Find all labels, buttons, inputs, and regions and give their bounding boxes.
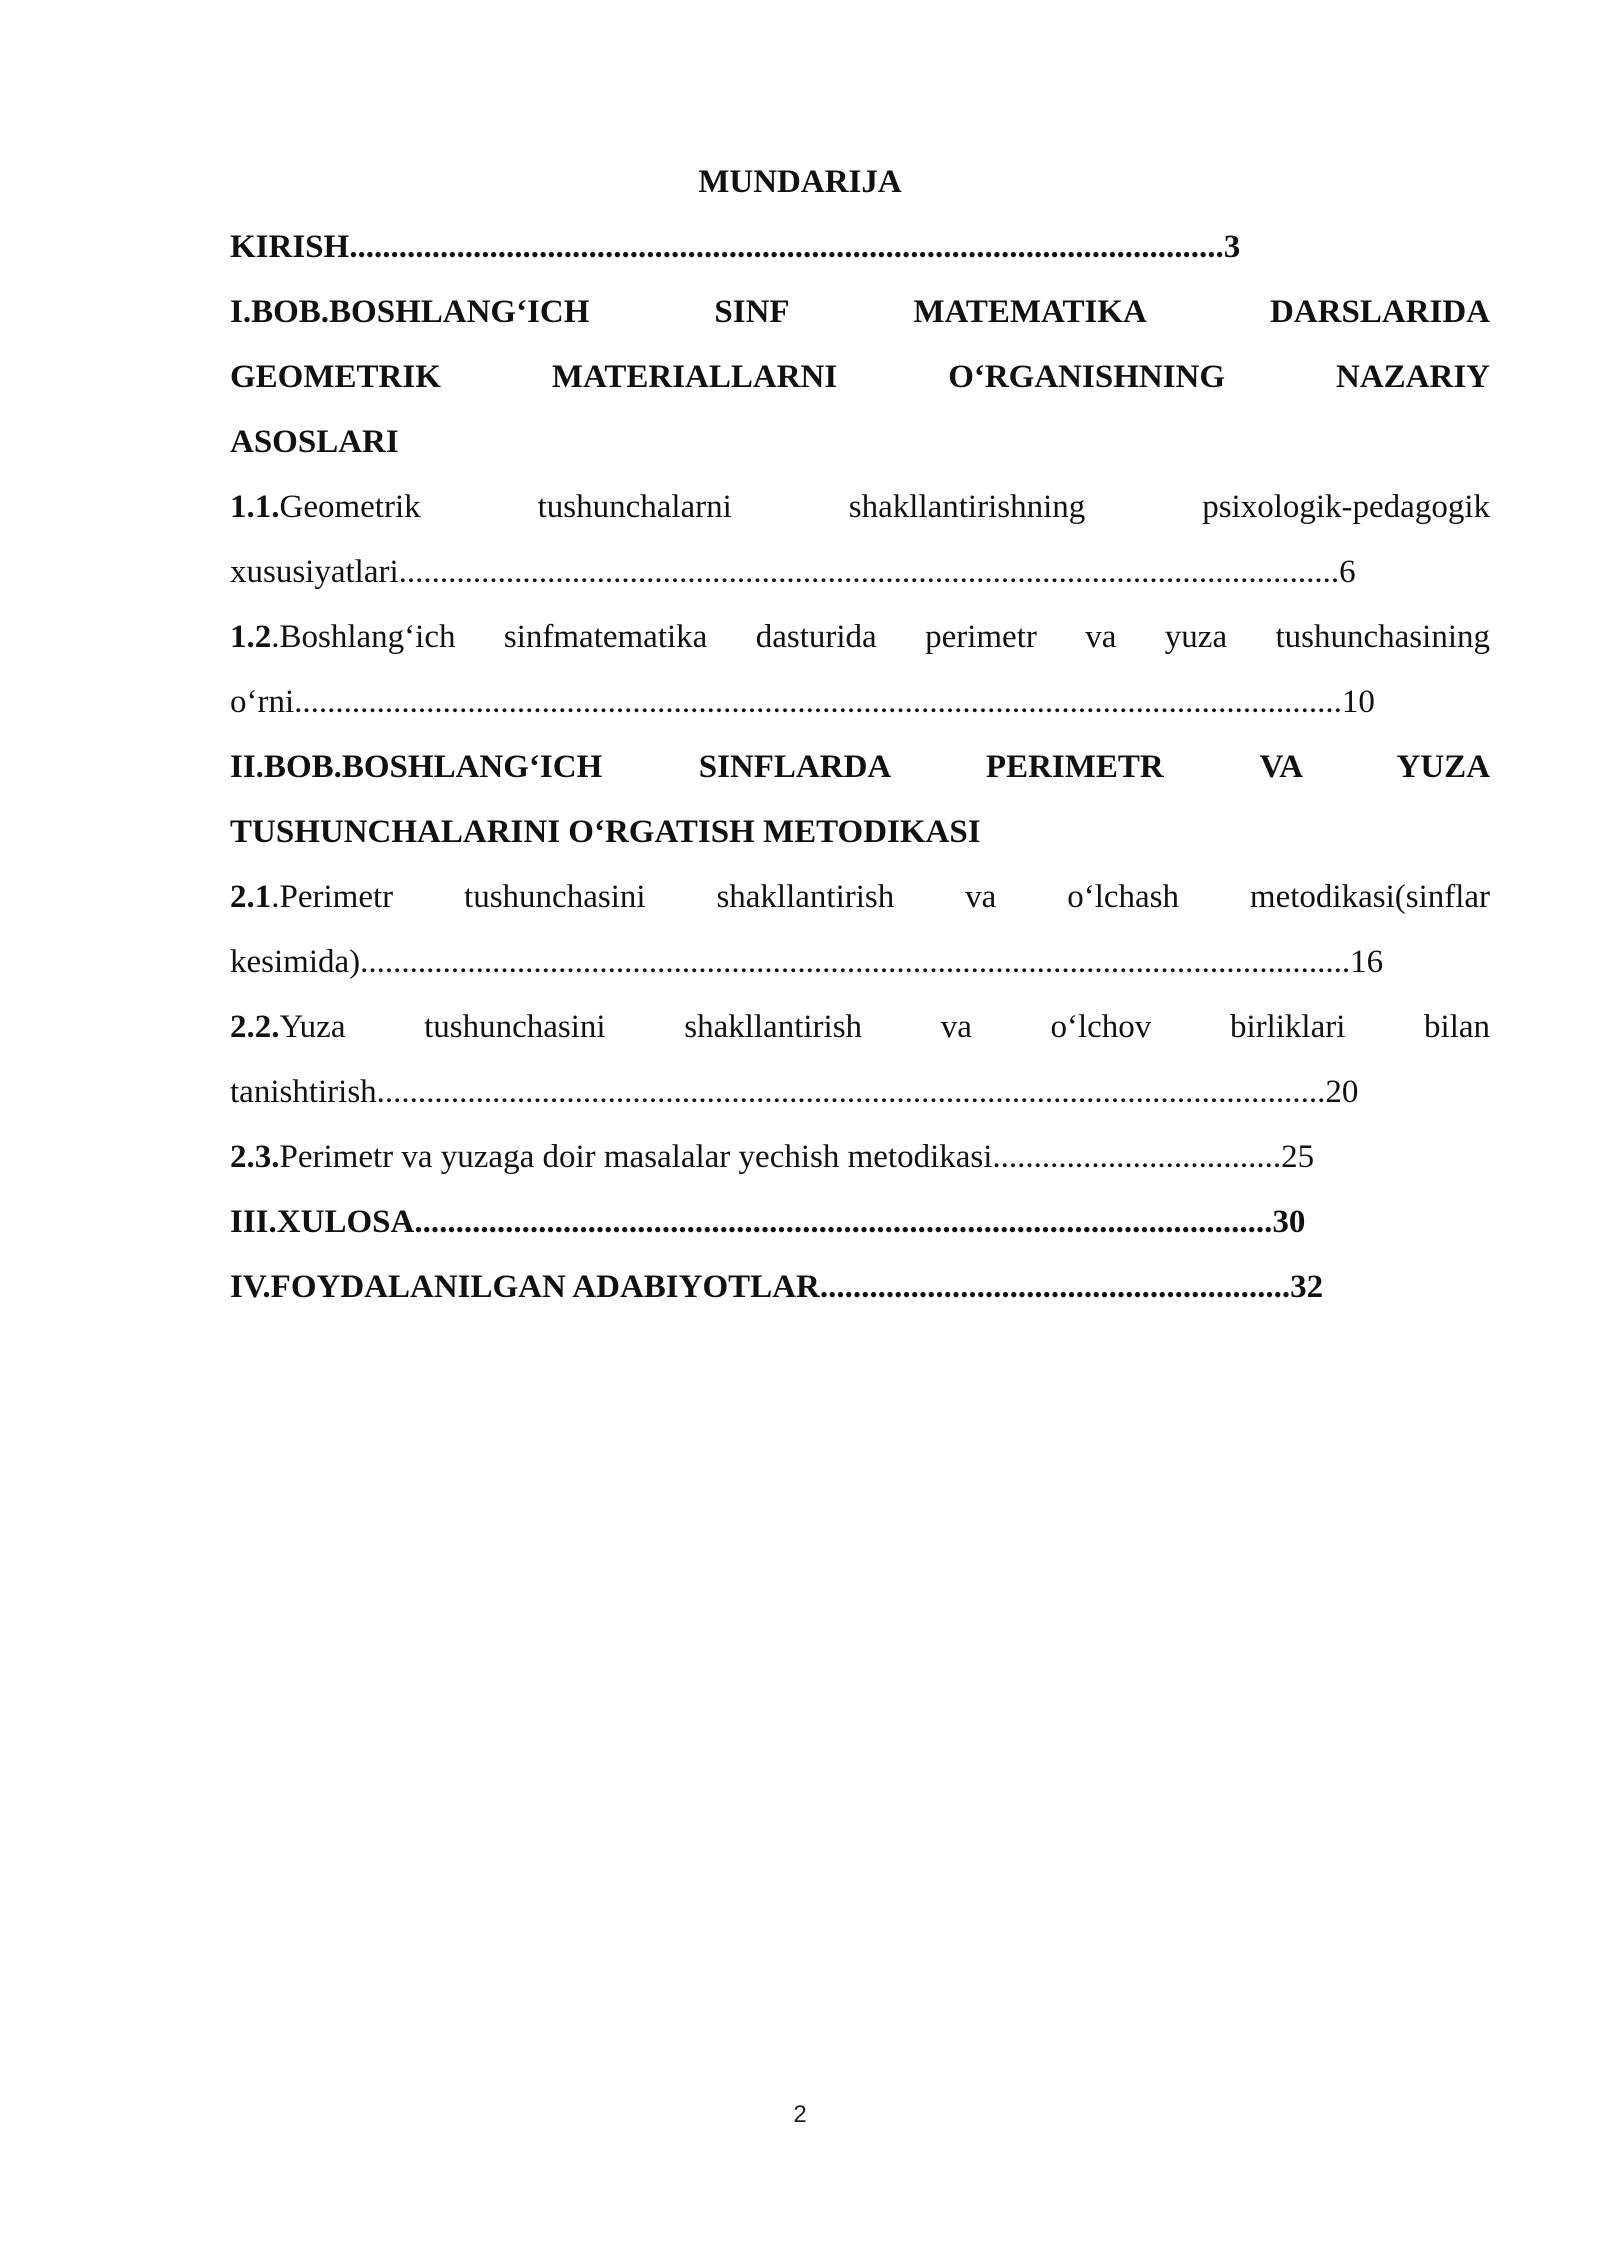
toc-entry-label: .Boshlang‘ich sinfmatematika dasturida perimetr va yuza tushunchasining <box>271 619 1490 655</box>
toc-word: GEOMETRIK <box>230 359 441 395</box>
section-number: 1.1. <box>230 489 280 525</box>
dot-leader: ............................................................................................................................... <box>294 684 1342 720</box>
toc-word: DARSLARIDA <box>1269 294 1490 330</box>
toc-page-number: 3 <box>1223 229 1241 265</box>
toc-word: o‘lchash <box>1067 879 1180 915</box>
toc-word: II.BOB.BOSHLANG‘ICH <box>230 749 603 785</box>
toc-word: va <box>940 1009 972 1045</box>
dot-leader: .................................................................................................................. <box>398 554 1340 590</box>
toc-word: PERIMETR <box>985 749 1164 785</box>
toc-page-number: 20 <box>1325 1074 1359 1110</box>
toc-word: YUZA <box>1396 749 1490 785</box>
section-number: 2.3. <box>230 1139 280 1175</box>
toc-page-number: 10 <box>1341 684 1375 720</box>
toc-word: MATEMATIKA <box>913 294 1145 330</box>
toc-entry-label: IV.FOYDALANILGAN ADABIYOTLAR <box>230 1269 820 1305</box>
toc-entry-label: Perimetr va yuzaga doir masalalar yechish metodikasi <box>279 1139 993 1175</box>
toc-word: psixologik-pedagogik <box>1202 489 1490 525</box>
toc-entry-label: tanishtirish <box>230 1074 377 1110</box>
toc-word: shakllantirishning <box>848 489 1086 525</box>
toc-word: MATERIALLARNI <box>551 359 838 395</box>
toc-chapter-1-line-1 <box>230 280 1490 345</box>
page-number: 2 <box>793 2101 807 2128</box>
toc-section-2-3 <box>230 1125 1490 1190</box>
section-number: 2.1 <box>230 879 272 915</box>
toc-entry-kirish <box>230 215 1490 280</box>
toc-word: tushunchasini <box>424 1009 606 1045</box>
toc-section-2-2-line-1 <box>230 995 1490 1060</box>
toc-word: SINF <box>714 294 789 330</box>
toc-word: VA <box>1259 749 1302 785</box>
toc-entry-label: III.XULOSA <box>230 1204 415 1240</box>
dot-leader: .......................................................................................................... <box>349 229 1224 265</box>
toc-entry-label: KIRISH <box>230 229 350 265</box>
toc-word: shakllantirish <box>684 1009 863 1045</box>
toc-chapter-1-line-3: ASOSLARI <box>230 424 399 460</box>
toc-page-number: 25 <box>1281 1139 1315 1175</box>
toc-section-2-2-line-2 <box>230 1060 1490 1125</box>
toc-word: Yuza <box>279 1009 346 1045</box>
toc-section-1-1-line-2 <box>230 540 1490 605</box>
toc-word: NAZARIY <box>1336 359 1490 395</box>
toc-word: birliklari <box>1229 1009 1346 1045</box>
toc-entry-label: kesimida) <box>230 944 361 980</box>
toc-word: o‘lchov <box>1050 1009 1152 1045</box>
toc-word: bilan <box>1424 1009 1490 1045</box>
toc-page-number: 32 <box>1290 1269 1324 1305</box>
toc-word: va <box>965 879 997 915</box>
toc-entry-adabiyotlar <box>230 1255 1490 1320</box>
toc-section-1-1-line-1 <box>230 475 1490 540</box>
toc-entry-label: o‘rni <box>230 684 295 720</box>
toc-word: .Perimetr <box>271 879 394 915</box>
toc-section-2-1-line-2 <box>230 930 1490 995</box>
toc-entry-xulosa <box>230 1190 1490 1255</box>
toc-section-1-2-line-2 <box>230 670 1490 735</box>
toc-chapter-2-line-2: TUSHUNCHALARINI O‘RGATISH METODIKASI <box>230 814 981 850</box>
toc-page-number: 16 <box>1350 944 1384 980</box>
toc-chapter-1-line-2 <box>230 345 1490 410</box>
section-number: 2.2. <box>230 1009 280 1045</box>
toc-page-number: 6 <box>1339 554 1356 590</box>
dot-leader: ........................................................................................................ <box>414 1204 1273 1240</box>
toc-word: metodikasi(sinflar <box>1249 879 1490 915</box>
dot-leader: ................................................................................................................... <box>376 1074 1326 1110</box>
toc-word: O‘RGANISHNING <box>948 359 1226 395</box>
section-number: 1.2 <box>230 619 272 655</box>
toc-word: I.BOB.BOSHLANG‘ICH <box>230 294 590 330</box>
toc-section-1-2-line-1 <box>230 605 1490 670</box>
dot-leader: ......................................................... <box>819 1269 1291 1305</box>
dot-leader: ................................... <box>992 1139 1282 1175</box>
toc-title: MUNDARIJA <box>698 164 902 200</box>
toc-entry-label: xususiyatlari <box>230 554 399 590</box>
toc-section-2-1-line-1 <box>230 865 1490 930</box>
toc-word: SINFLARDA <box>698 749 890 785</box>
table-of-contents <box>230 150 1490 1320</box>
toc-chapter-2-line-1 <box>230 735 1490 800</box>
toc-word: shakllantirish <box>716 879 895 915</box>
toc-word: Geometrik <box>279 489 421 525</box>
dot-leader: ........................................................................................................................ <box>360 944 1351 980</box>
toc-page-number: 30 <box>1272 1204 1306 1240</box>
toc-word: tushunchalarni <box>537 489 732 525</box>
toc-word: tushunchasini <box>464 879 646 915</box>
